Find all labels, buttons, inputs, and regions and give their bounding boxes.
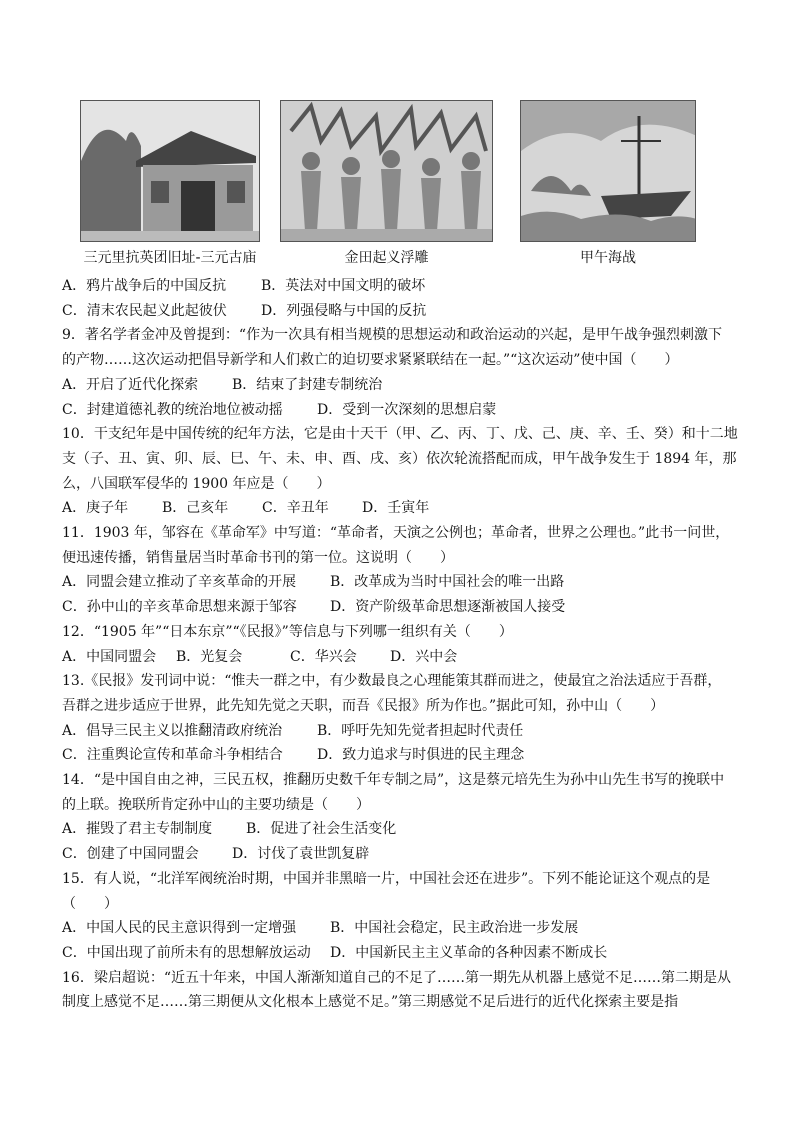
q12-stem-line-1: 12．“1905 年”“日本东京”“《民报》”等信息与下列哪一组织有关（ ）: [62, 623, 513, 640]
naval-battle-icon: [521, 101, 696, 241]
q10-stem-line-1: 10．干支纪年是中国传统的纪年方法，它是由十天干（甲、乙、丙、丁、戊、己、庚、辛、壬、癸）和十二地: [62, 426, 738, 443]
q12-option-c: C．华兴会: [290, 648, 357, 665]
q16-stem-line-1: 16．梁启超说：“近五十年来，中国人渐渐知道自己的不足了……第一期先从机器上感觉不足……第二期是从: [62, 969, 731, 986]
q13-option-a: A．倡导三民主义以推翻清政府统治: [62, 722, 283, 739]
relief-photo: [280, 100, 493, 242]
q15-stem-line-2: （ ）: [62, 895, 118, 912]
q13-stem-line-1: 13.《民报》发刊词中说：“惟夫一群之中，有少数最良之心理能策其群而进之，使最宜之治法适应于吾群，: [62, 673, 722, 690]
q9-options-row-2: [62, 398, 734, 423]
q8-option-a: A．鸦片战争后的中国反抗: [62, 278, 227, 294]
q8-options-row-1: [62, 274, 734, 299]
temple-photo: [80, 100, 260, 242]
q10-option-b: B．己亥年: [162, 500, 229, 517]
naval-battle-photo: [520, 100, 696, 242]
q13-option-d: D．致力追求与时俱进的民主理念: [317, 747, 525, 764]
q15-option-b: B．中国社会稳定，民主政治进一步发展: [330, 920, 579, 937]
q12-option-a: A．中国同盟会: [62, 648, 157, 665]
q8-options-row-2: [62, 299, 734, 324]
q9-stem-line-1: 9．著名学者金冲及曾提到：“作为一次具有相当规模的思想运动和政治运动的兴起，是甲午战争强烈刺激下: [62, 327, 723, 344]
q14-option-d: D．讨伐了袁世凯复辟: [232, 846, 370, 863]
q9-option-c: C．封建道德礼教的统治地位被动摇: [62, 401, 283, 418]
q11-option-b: B．改革成为当时中国社会的唯一出路: [330, 574, 565, 591]
q13-option-b: B．呼吁先知先觉者担起时代责任: [317, 722, 524, 739]
q10-option-c: C．辛丑年: [262, 500, 329, 517]
q9-stem-line-2: 的产物……这次运动把倡导新学和人们救亡的迫切要求紧紧联结在一起。”“这次运动”使中国（ ）: [62, 352, 679, 369]
q15-option-d: D．中国新民主主义革命的各种因素不断成长: [330, 944, 608, 961]
question-list: [62, 274, 738, 1015]
q13-stem-line-2: 吾群之进步适应于世界，此先知先觉之天职，而吾《民报》所为作也。”据此可知，孙中山（ ）: [62, 697, 665, 714]
q11-stem-line-2: 便迅速传播，销售量居当时革命书刊的第一位。这说明（ ）: [62, 549, 454, 566]
q15-stem-line-1: 15．有人说，“北洋军阀统治时期，中国并非黑暗一片，中国社会还在进步”。下列不能论证这个观点的是: [62, 870, 711, 887]
q9-option-a: A．开启了近代化探索: [62, 376, 199, 393]
q14-stem-line-2: 的上联。挽联所肯定孙中山的主要功绩是（ ）: [62, 796, 370, 813]
q11-options-row-1: [62, 570, 734, 595]
q14-option-b: B．促进了社会生活变化: [246, 821, 397, 838]
q13-option-c: C．注重舆论宣传和革命斗争相结合: [62, 747, 283, 764]
q11-stem-line-1: 11．1903 年，邹容在《革命军》中写道：“革命者，天演之公例也；革命者，世界之公理也。”此书一问世，: [62, 525, 730, 542]
temple-building-icon: [81, 101, 260, 241]
figure-3: [520, 100, 696, 267]
figure-1-caption: 三元里抗英团旧址-三元古庙: [83, 250, 257, 266]
figure-2-caption: 金田起义浮雕: [344, 250, 429, 266]
q8-option-b: B．英法对中国文明的破坏: [261, 278, 426, 294]
q14-option-c: C．创建了中国同盟会: [62, 846, 199, 863]
q11-option-d: D．资产阶级革命思想逐渐被国人接受: [330, 599, 566, 616]
q15-options-row-2: [62, 941, 734, 966]
q9-options-row-1: [62, 373, 734, 398]
q11-option-c: C．孙中山的辛亥革命思想来源于邹容: [62, 599, 297, 616]
q8-option-c: C．清末农民起义此起彼伏: [62, 302, 227, 319]
q15-option-a: A．中国人民的民主意识得到一定增强: [62, 920, 297, 937]
q10-stem-line-2: 支（子、丑、寅、卯、辰、巳、午、未、申、酉、戌、亥）依次轮流搭配而成，甲午战争发生于 1894 年，那: [62, 450, 737, 467]
q14-options-row-2: [62, 842, 734, 867]
q14-options-row-1: [62, 817, 734, 842]
q13-options-row-2: [62, 743, 734, 768]
q9-option-b: B．结束了封建专制统治: [232, 376, 383, 393]
figure-2: [280, 100, 493, 267]
q16-stem-line-2: 制度上感觉不足……第三期便从文化根本上感觉不足。”第三期感觉不足后进行的近代化探索主要是指: [62, 994, 679, 1011]
q10-stem-line-3: 么，八国联军侵华的 1900 年应是（ ）: [62, 475, 331, 492]
q11-options-row-2: [62, 595, 734, 620]
q14-option-a: A．摧毁了君主专制制度: [62, 821, 213, 838]
q12-options-row: [62, 645, 734, 670]
figure-1: [80, 100, 260, 267]
q9-option-d: D．受到一次深刻的思想启蒙: [317, 401, 497, 418]
q8-option-d: D．列强侵略与中国的反抗: [261, 302, 427, 319]
figure-strip: [0, 100, 794, 270]
figure-3-caption: 甲午海战: [580, 250, 636, 266]
q11-option-a: A．同盟会建立推动了辛亥革命的开展: [62, 574, 297, 591]
q10-option-a: A．庚子年: [62, 500, 129, 517]
q14-stem-line-1: 14．“是中国自由之神，三民五权，推翻历史数千年专制之局”，这是蔡元培先生为孙中山先生书写的挽联中: [62, 772, 725, 789]
q12-option-d: D．兴中会: [390, 648, 458, 665]
q12-option-b: B．光复会: [176, 648, 243, 665]
q15-options-row-1: [62, 916, 734, 941]
q10-option-d: D．壬寅年: [362, 500, 430, 517]
q15-option-c: C．中国出现了前所未有的思想解放运动: [62, 944, 311, 961]
q13-options-row-1: [62, 719, 734, 744]
q10-options-row: [62, 496, 734, 521]
relief-sculpture-icon: [281, 101, 493, 241]
